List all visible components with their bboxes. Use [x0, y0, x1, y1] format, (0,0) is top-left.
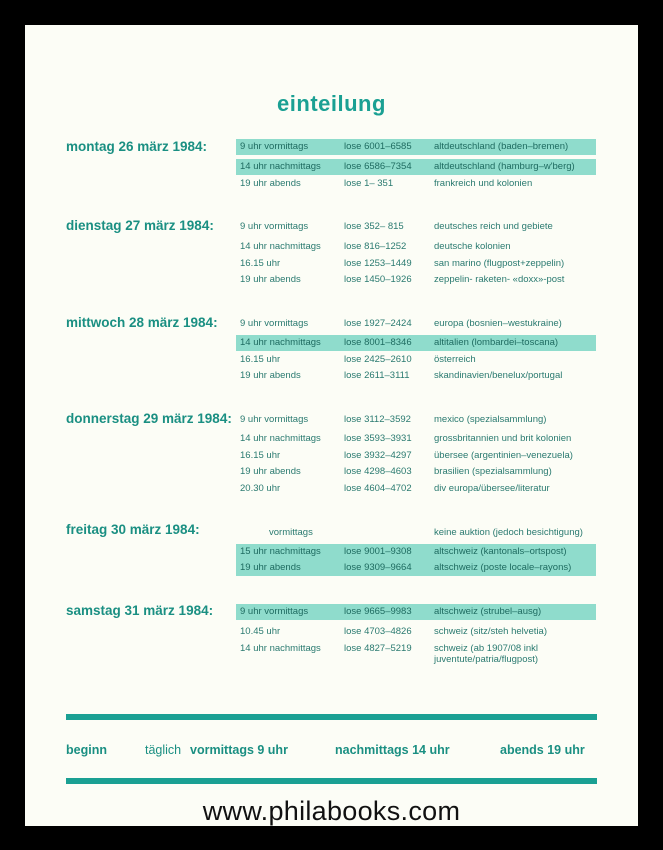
time-cell: 15 uhr nachmittags: [240, 546, 321, 557]
lots-cell: lose 4604–4702: [344, 483, 412, 494]
time-cell: 16.15 uhr: [240, 354, 281, 365]
lots-cell: lose 4827–5219: [344, 643, 412, 654]
schedule-row: [236, 335, 596, 351]
lots-cell: lose 1– 351: [344, 178, 394, 189]
start-times-footer: [25, 743, 638, 761]
lots-cell: lose 6001–6585: [344, 141, 412, 152]
time-cell: 9 uhr vormittags: [240, 141, 309, 152]
description-cell: europa (bosnien–westukraine): [434, 318, 562, 329]
time-cell: 19 uhr abends: [240, 370, 301, 381]
description-cell: frankreich und kolonien: [434, 178, 533, 189]
schedule-row: [236, 604, 596, 620]
description-cell: brasilien (spezialsammlung): [434, 466, 552, 477]
description-cell: grossbritannien und brit kolonien: [434, 433, 572, 444]
lots-cell: lose 816–1252: [344, 241, 407, 252]
schedule-row: [236, 139, 596, 155]
schedule-row: [25, 464, 638, 480]
morning-time: vormittags 9 uhr: [190, 743, 288, 757]
description-cell: altschweiz (kantonals–ortspost): [434, 546, 567, 557]
lots-cell: lose 4298–4603: [344, 466, 412, 477]
description-cell: div europa/übersee/literatur: [434, 483, 550, 494]
schedule-row: [236, 544, 596, 560]
schedule-row: [25, 481, 638, 497]
time-cell: 19 uhr abends: [240, 178, 301, 189]
schedule-row: [236, 159, 596, 175]
lots-cell: lose 352– 815: [344, 221, 404, 232]
day-heading-friday: freitag 30 märz 1984:: [66, 522, 200, 537]
time-cell: 14 uhr nachmittags: [240, 433, 321, 444]
afternoon-time: nachmittags 14 uhr: [335, 743, 450, 757]
lots-cell: lose 9001–9308: [344, 546, 412, 557]
lots-cell: lose 6586–7354: [344, 161, 412, 172]
divider-top: [66, 714, 597, 720]
day-heading-thursday: donnerstag 29 märz 1984:: [66, 411, 232, 426]
schedule-row: [25, 316, 638, 332]
description-cell: altschweiz (strubel–ausg): [434, 606, 542, 617]
description-cell: skandinavien/benelux/portugal: [434, 370, 563, 381]
lots-cell: lose 4703–4826: [344, 626, 412, 637]
watermark-text: www.philabooks.com: [202, 796, 461, 826]
time-cell: 19 uhr abends: [240, 562, 301, 573]
lots-cell: lose 9309–9664: [344, 562, 412, 573]
schedule-row: [25, 641, 638, 669]
time-cell: 14 uhr nachmittags: [240, 337, 321, 348]
lots-cell: lose 9665–9983: [344, 606, 412, 617]
description-cell: san marino (flugpost+zeppelin): [434, 258, 565, 269]
time-cell: 14 uhr nachmittags: [240, 241, 321, 252]
time-cell: 14 uhr nachmittags: [240, 161, 321, 172]
time-cell: 19 uhr abends: [240, 274, 301, 285]
schedule-row: [25, 368, 638, 384]
document-page: [25, 25, 638, 825]
time-cell: 20.30 uhr: [240, 483, 281, 494]
description-cell: zeppelin- raketen- «doxx»-post: [434, 274, 565, 285]
time-cell: 9 uhr vormittags: [240, 221, 309, 232]
time-cell: vormittags: [269, 527, 313, 538]
lots-cell: lose 2611–3111: [344, 370, 410, 381]
schedule-row: [25, 272, 638, 288]
day-heading-tuesday: dienstag 27 märz 1984:: [66, 218, 214, 233]
divider-bottom: [66, 778, 597, 784]
lots-cell: lose 1927–2424: [344, 318, 412, 329]
schedule-row: [25, 448, 638, 464]
description-cell: altdeutschland (hamburg–w'berg): [434, 161, 575, 172]
day-heading-monday: montag 26 märz 1984:: [66, 139, 208, 154]
time-cell: 14 uhr nachmittags: [240, 643, 321, 654]
description-cell: deutsche kolonien: [434, 241, 511, 252]
daily-label: täglich: [145, 743, 182, 757]
schedule-row: [25, 219, 638, 235]
time-cell: 10.45 uhr: [240, 626, 281, 637]
description-cell: deutsches reich und gebiete: [434, 221, 553, 232]
lots-cell: lose 8001–8346: [344, 337, 412, 348]
description-cell: österreich: [434, 354, 476, 365]
day-heading-wednesday: mittwoch 28 märz 1984:: [66, 315, 218, 330]
time-cell: 9 uhr vormittags: [240, 606, 309, 617]
schedule-row: [25, 256, 638, 272]
day-heading-saturday: samstag 31 märz 1984:: [66, 603, 214, 618]
description-cell: schweiz (ab 1907/08 inkl juventute/patria/flugpost): [434, 643, 539, 665]
description-cell: altschweiz (poste locale–rayons): [434, 562, 572, 573]
lots-cell: lose 3112–3592: [344, 414, 411, 425]
schedule-row: [25, 176, 638, 192]
beginn-label: beginn: [66, 743, 107, 757]
description-cell: übersee (argentinien–venezuela): [434, 450, 573, 461]
schedule-row: [236, 560, 596, 576]
page-title: einteilung: [277, 91, 386, 116]
lots-cell: lose 2425–2610: [344, 354, 412, 365]
schedule-row: [25, 431, 638, 447]
time-cell: 9 uhr vormittags: [240, 318, 309, 329]
time-cell: 19 uhr abends: [240, 466, 301, 477]
lots-cell: lose 3932–4297: [344, 450, 412, 461]
schedule-row: [25, 239, 638, 255]
lots-cell: lose 1450–1926: [344, 274, 412, 285]
time-cell: 16.15 uhr: [240, 450, 281, 461]
schedule-row: [25, 352, 638, 368]
description-cell: mexico (spezialsammlung): [434, 414, 547, 425]
description-cell: altitalien (lombardei–toscana): [434, 337, 559, 348]
schedule-row: [25, 412, 638, 428]
evening-time: abends 19 uhr: [500, 743, 585, 757]
schedule-row: [25, 525, 638, 541]
description-cell: schweiz (sitz/steh helvetia): [434, 626, 547, 637]
lots-cell: lose 1253–1449: [344, 258, 412, 269]
description-cell: keine auktion (jedoch besichtigung): [434, 527, 583, 538]
time-cell: 16.15 uhr: [240, 258, 281, 269]
lots-cell: lose 3593–3931: [344, 433, 412, 444]
time-cell: 9 uhr vormittags: [240, 414, 309, 425]
description-cell: altdeutschland (baden–bremen): [434, 141, 569, 152]
schedule-row: [25, 624, 638, 640]
